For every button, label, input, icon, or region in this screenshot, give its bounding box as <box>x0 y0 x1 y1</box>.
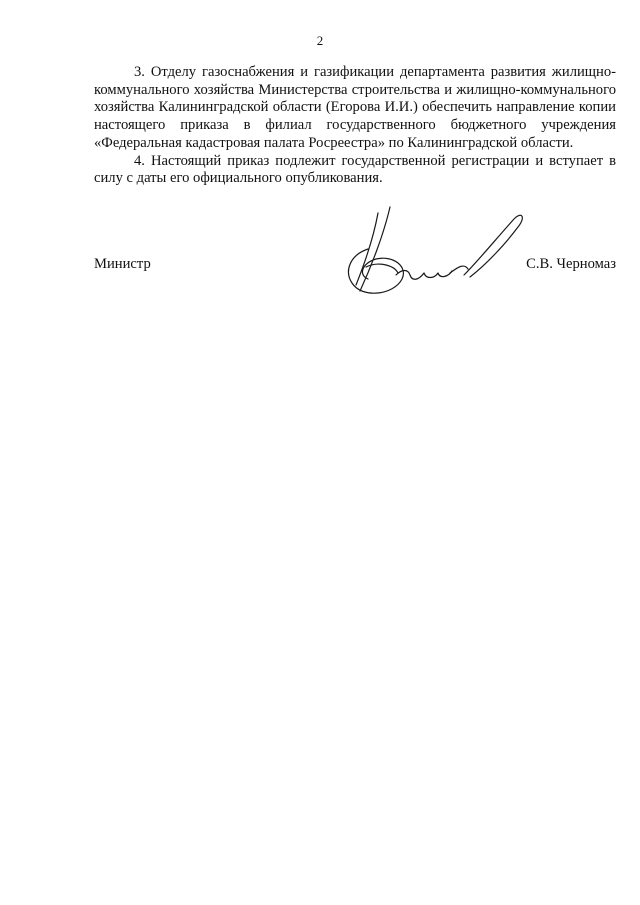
paragraph-4: 4. Настоящий приказ подлежит государственной регистрации и вступает в силу с даты его официального опубликования. <box>94 152 616 187</box>
document-body <box>94 64 616 188</box>
handwritten-signature <box>338 205 528 305</box>
position-title: Министр <box>94 256 151 272</box>
paragraph-3: 3. Отделу газоснабжения и газификации департамента развития жилищно-коммунального хозяйства Министерства строительства и жилищно-коммунального хозяйства Калининградской области (Егорова И.И.) обеспечить направление копии настоящего приказа в филиал государственного бюджетного учреждения «Федеральная кадастровая палата Росреестра» по Калининградской области. <box>94 64 616 151</box>
signer-name: С.В. Черномаз <box>526 256 616 272</box>
page-number: 2 <box>316 33 324 48</box>
